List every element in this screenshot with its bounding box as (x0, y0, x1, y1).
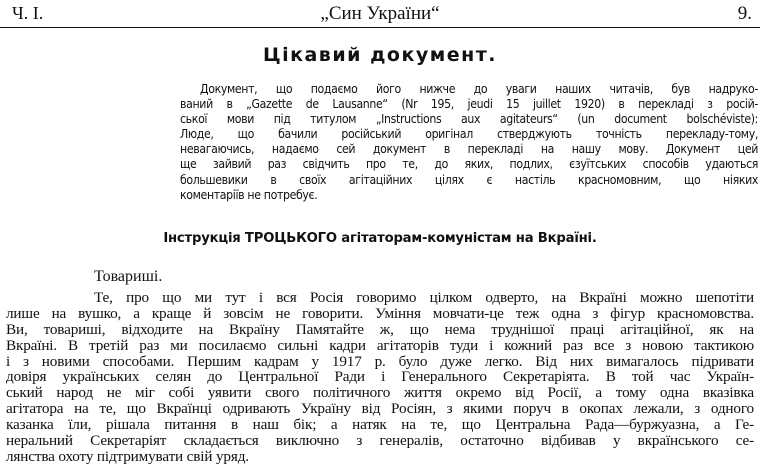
page-header (0, 0, 760, 26)
intro-line: ще зайвий раз свідчить про те, до яких, подлих, єзуїтських способів удаються (180, 157, 758, 172)
intro-line: ваний в „Gazette de Lausanne“ (Nr 195, jeudi 15 juillet 1920) в перекладі з росій- (180, 97, 758, 112)
section-heading: Інструкція ТРОЦЬКОГО агітаторам-комуністам на Вкраїні. (163, 231, 597, 246)
part-number: Ч. I. (12, 3, 44, 23)
intro-line: большевики в своїх агітаційних цілях є настіль красномовним, що ніяких (180, 172, 758, 187)
body-paragraph (6, 290, 754, 465)
article-title: Цікавий документ. (262, 44, 498, 66)
body-line: довіря українських селян до Центральної Ради і Генерального Секретаріята. В той час Україн- (6, 369, 754, 386)
body-line: Ви, товариші, відходите на Вкраїну Памятайте ж, що нема труднішої праці агітаційної, як на (6, 321, 754, 338)
body-line: і з новими способами. Першим кадрам у 1917 р. було дуже легко. Від них вимагалось підривати (6, 353, 754, 370)
body-line: лише на вушко, а краще й зовсім не говорити. Уміння мовчати-це теж одна з фігур красномовства. (6, 305, 754, 322)
intro-line: ської мови під титулом „Instructions aux agitateurs“ (un document bolschéviste): (180, 112, 758, 127)
body-line: лянства охоту підтримувати свій уряд. (6, 448, 249, 465)
journal-title: „Син України“ (320, 3, 440, 24)
body-line: Вкраїні. В третій раз ми посилаємо сильні кадри агітаторів туди і кожний раз все з новою тактикою (6, 337, 754, 354)
page-number: 9. (737, 3, 752, 24)
intro-line: Документ, що подаємо його нижче до уваги наших читачів, був надруко- (200, 82, 758, 96)
body-line: агітатора на те, що Вкраїнці одривають Україну від Росіян, з якими поруч в окопах лежали, з одного (6, 401, 754, 418)
intro-line: невагаючись, надаємо сей документ в перекладі на нашу мову. Документ цей (180, 142, 758, 157)
body-line: Те, про що ми тут і вся Росія говоримо цілком одверто, на Вкраїні можно шепотіти (94, 290, 754, 306)
intro-paragraph (180, 82, 758, 203)
intro-line: коментаріїв не потребує. (180, 187, 318, 202)
body-line: неральний Секретаріят складається виключно з генералів, остаточно відбивав у вкраїнського се- (6, 433, 754, 449)
header-rule (0, 27, 760, 28)
body-line: ський народ не міг собі уявити свого політичного життя окремо від Росії, а тому одна вказівка (6, 385, 754, 402)
salutation: Товариші. (94, 268, 163, 285)
intro-line: Люде, що бачили російський оригінал стверджують точність перекладу-тому, (180, 127, 758, 142)
body-line: казанка їли, рішала питання в наш бік; а натяк на те, що Центральна Рада—буржуазна, а Ге- (6, 417, 754, 434)
